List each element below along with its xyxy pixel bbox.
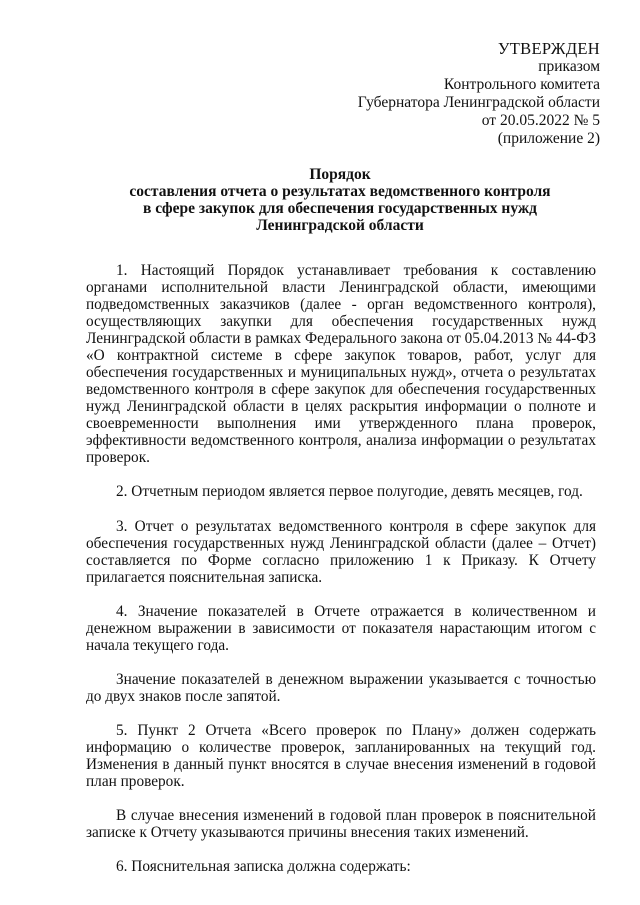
title-line-4: Ленинградской области (256, 217, 424, 234)
paragraph-4-continued: Значение показателей в денежном выражении указывается с точностью до двух знаков после запятой. (86, 671, 596, 705)
paragraph-5: 5. Пункт 2 Отчета «Всего проверок по Плану» должен содержать информацию о количестве проверок, запланированных на текущий год. Изменения в данный пункт вносятся в случае внесения изменений в годовой план проверок. (86, 722, 596, 790)
approval-stamp-block (358, 40, 600, 148)
title-line-2: составления отчета о результатах ведомственного контроля (129, 183, 551, 200)
approval-heading: УТВЕРЖДЕН (497, 39, 600, 58)
approval-committee: Контрольного комитета (443, 76, 600, 93)
document-body (86, 262, 596, 875)
paragraph-4: 4. Значение показателей в Отчете отражается в количественном и денежном выражении в зависимости от показателя нарастающим итогом с начала текущего года. (86, 603, 596, 654)
approval-order-word: приказом (538, 58, 600, 75)
paragraph-3: 3. Отчет о результатах ведомственного контроля в сфере закупок для обеспечения государственных нужд Ленинградской области (далее – Отчет) составляется по Форме согласно приложению 1 к Приказу. К Отчету прилагается пояснительная записка. (86, 518, 596, 586)
document-title (80, 166, 600, 234)
approval-governor: Губернатора Ленинградской области (357, 94, 600, 111)
paragraph-1: 1. Настоящий Порядок устанавливает требования к составлению органами исполнительной власти Ленинградской области, имеющими подведомственных заказчиков (далее - орган ведомственного контроля), осуществляющих закупки для обеспечения государственных нужд Ленинградской области в рамках Федерального закона от 05.04.2013 № 44-ФЗ «О контрактной системе в сфере закупок товаров, работ, услуг для обеспечения государственных и муниципальных нужд», отчета о результатах ведомственного контроля в сфере закупок для обеспечения государственных нужд Ленинградской области в целях раскрытия информации о полноте и своевременности выполнения ими утвержденного плана проверок, эффективности ведомственного контроля, анализа информации о результатах проверок. (86, 262, 596, 466)
title-line-1: Порядок (309, 166, 371, 183)
paragraph-5-continued: В случае внесения изменений в годовой план проверок в пояснительной записке к Отчету указываются причины внесения таких изменений. (86, 807, 596, 841)
approval-date-number: от 20.05.2022 № 5 (481, 112, 600, 129)
paragraph-6: 6. Пояснительная записка должна содержать: (116, 858, 411, 875)
paragraph-2: 2. Отчетным периодом является первое полугодие, девять месяцев, год. (116, 483, 583, 500)
title-line-3: в сфере закупок для обеспечения государственных нужд (143, 200, 537, 217)
approval-appendix: (приложение 2) (497, 130, 600, 147)
